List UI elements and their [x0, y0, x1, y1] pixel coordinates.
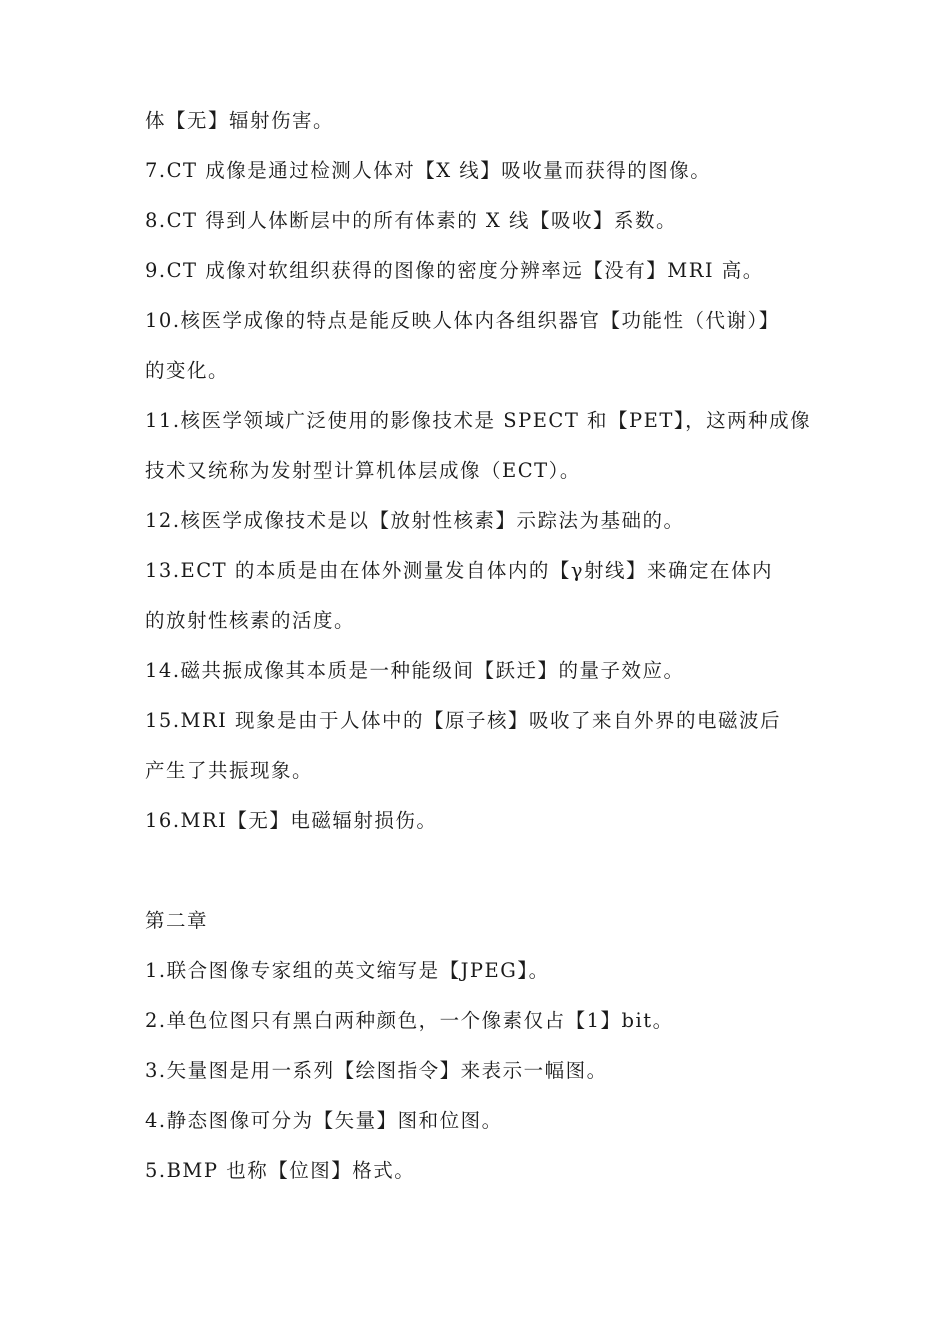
ch2-question-1: 1.联合图像专家组的英文缩写是【JPEG】。: [145, 959, 550, 982]
question-11-cont: 技术又统称为发射型计算机体层成像（ECT）。: [145, 459, 581, 482]
question-15-cont: 产生了共振现象。: [145, 759, 314, 782]
question-10-cont: 的变化。: [145, 359, 230, 382]
question-12: 12.核医学成像技术是以【放射性核素】示踪法为基础的。: [145, 509, 685, 532]
question-13: 13.ECT 的本质是由在体外测量发自体内的【γ射线】来确定在体内: [145, 559, 774, 582]
section-gap: [145, 846, 810, 896]
ch2-question-2: 2.单色位图只有黑白两种颜色，一个像素仅占【1】bit。: [145, 1009, 674, 1032]
ch2-question-3: 3.矢量图是用一系列【绘图指令】来表示一幅图。: [145, 1059, 608, 1082]
question-10: 10.核医学成像的特点是能反映人体内各组织器官【功能性（代谢）】: [145, 309, 780, 332]
question-13-cont: 的放射性核素的活度。: [145, 609, 356, 632]
question-7: 7.CT 成像是通过检测人体对【X 线】吸收量而获得的图像。: [145, 159, 712, 182]
chapter-heading: 第二章: [145, 909, 209, 932]
question-11: 11.核医学领域广泛使用的影像技术是 SPECT 和【PET】，这两种成像: [145, 409, 812, 432]
ch2-question-5: 5.BMP 也称【位图】格式。: [145, 1159, 416, 1182]
question-8: 8.CT 得到人体断层中的所有体素的 X 线【吸收】系数。: [145, 209, 678, 232]
ch2-question-4: 4.静态图像可分为【矢量】图和位图。: [145, 1109, 503, 1132]
document-body: [145, 96, 810, 1196]
text-line: 体【无】辐射伤害。: [145, 109, 335, 132]
question-16: 16.MRI【无】电磁辐射损伤。: [145, 809, 438, 832]
question-9: 9.CT 成像对软组织获得的图像的密度分辨率远【没有】MRI 高。: [145, 259, 764, 282]
question-15: 15.MRI 现象是由于人体中的【原子核】吸收了来自外界的电磁波后: [145, 709, 782, 732]
question-14: 14.磁共振成像其本质是一种能级间【跃迁】的量子效应。: [145, 659, 685, 682]
